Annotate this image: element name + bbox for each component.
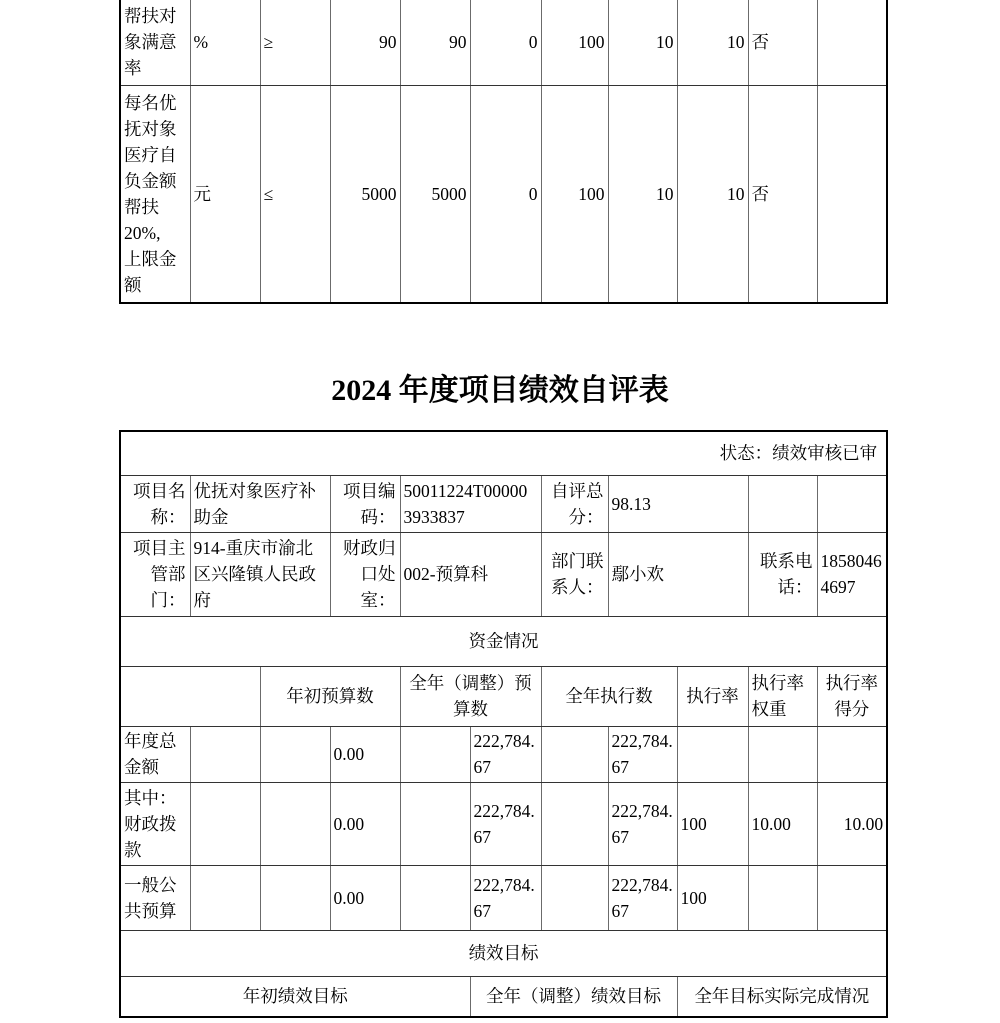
empty-cell (120, 666, 260, 726)
indicator-row (120, 85, 887, 303)
funds-weight-cell (748, 726, 817, 782)
funds-header-rate-score: 执行率 得分 (817, 666, 887, 726)
empty-cell (400, 782, 470, 865)
empty-cell (190, 865, 260, 930)
empty-cell (817, 475, 887, 532)
funds-initial-cell: 0.00 (330, 865, 400, 930)
funds-adjusted-cell: 222,784. 67 (470, 782, 541, 865)
funds-executed-cell: 222,784. 67 (608, 782, 677, 865)
phone-label: 联系电 话： (748, 532, 817, 616)
unit-cell: 元 (190, 85, 260, 303)
indicator-row (120, 0, 887, 85)
value-cell: 10 (677, 0, 748, 85)
goals-col-adjusted: 全年（调整）绩效目标 (470, 976, 677, 1017)
contact-value: 鄢小欢 (608, 532, 748, 616)
value-cell: 10 (608, 0, 677, 85)
value-cell: 100 (541, 85, 608, 303)
funds-rate-cell (677, 726, 748, 782)
funds-section-row (120, 616, 887, 666)
empty-cell (190, 726, 260, 782)
funds-rate-cell: 100 (677, 865, 748, 930)
flag-cell: 否 (748, 85, 817, 303)
funds-score-cell (817, 726, 887, 782)
goals-section-row (120, 930, 887, 976)
funds-section-header: 资金情况 (120, 616, 887, 666)
funds-adjusted-cell: 222,784. 67 (470, 865, 541, 930)
empty-cell (817, 85, 887, 303)
unit-cell: % (190, 0, 260, 85)
dept-value: 914-重庆市渝北 区兴隆镇人民政 府 (190, 532, 330, 616)
project-info-row (120, 475, 887, 532)
contact-label: 部门联 系人： (541, 532, 608, 616)
target-value-cell: 90 (330, 0, 400, 85)
empty-cell (541, 865, 608, 930)
funds-score-cell: 10.00 (817, 782, 887, 865)
funds-executed-cell: 222,784. 67 (608, 865, 677, 930)
funds-label-cell: 其中： 财政拨 款 (120, 782, 190, 865)
funds-row (120, 726, 887, 782)
funds-header-row (120, 666, 887, 726)
funds-header-initial-budget: 年初预算数 (260, 666, 400, 726)
project-name-value: 优抚对象医疗补 助金 (190, 475, 330, 532)
funds-header-rate-weight: 执行率 权重 (748, 666, 817, 726)
project-name-label: 项目名 称： (120, 475, 190, 532)
funds-weight-cell: 10.00 (748, 782, 817, 865)
funds-score-cell (817, 865, 887, 930)
funds-row (120, 865, 887, 930)
phone-value: 1858046 4697 (817, 532, 887, 616)
funds-initial-cell: 0.00 (330, 726, 400, 782)
funds-initial-cell: 0.00 (330, 782, 400, 865)
funds-header-adjusted-budget: 全年（调整）预 算数 (400, 666, 541, 726)
self-score-label: 自评总 分： (541, 475, 608, 532)
status-text: 状态：绩效审核已审 (120, 431, 887, 475)
empty-cell (190, 782, 260, 865)
goals-header-row (120, 976, 887, 1017)
goals-col-initial: 年初绩效目标 (120, 976, 470, 1017)
finance-office-value: 002-预算科 (400, 532, 541, 616)
project-code-label: 项目编 码： (330, 475, 400, 532)
indicator-table (119, 0, 888, 304)
empty-cell (260, 726, 330, 782)
indicator-label-cell: 每名优 抚对象 医疗自 负金额 帮扶 20%, 上限金 额 (120, 85, 190, 303)
funds-weight-cell (748, 865, 817, 930)
empty-cell (541, 782, 608, 865)
goals-col-actual: 全年目标实际完成情况 (677, 976, 887, 1017)
funds-label-cell: 一般公 共预算 (120, 865, 190, 930)
empty-cell (541, 726, 608, 782)
funds-rate-cell: 100 (677, 782, 748, 865)
empty-cell (817, 0, 887, 85)
value-cell: 5000 (400, 85, 470, 303)
value-cell: 100 (541, 0, 608, 85)
value-cell: 90 (400, 0, 470, 85)
empty-cell (400, 865, 470, 930)
funds-header-executed: 全年执行数 (541, 666, 677, 726)
dept-label: 项目主 管部 门： (120, 532, 190, 616)
funds-row (120, 782, 887, 865)
empty-cell (748, 475, 817, 532)
operator-cell: ≤ (260, 85, 330, 303)
empty-cell (400, 726, 470, 782)
finance-office-label: 财政归 口处 室： (330, 532, 400, 616)
operator-cell: ≥ (260, 0, 330, 85)
value-cell: 0 (470, 0, 541, 85)
value-cell: 10 (608, 85, 677, 303)
indicator-label-cell: 帮扶对 象满意 率 (120, 0, 190, 85)
goals-section-header: 绩效目标 (120, 930, 887, 976)
empty-cell (260, 865, 330, 930)
flag-cell: 否 (748, 0, 817, 85)
value-cell: 0 (470, 85, 541, 303)
funds-label-cell: 年度总 金额 (120, 726, 190, 782)
status-row (120, 431, 887, 475)
self-evaluation-table (119, 430, 888, 1018)
project-code-value: 50011224T00000 3933837 (400, 475, 541, 532)
empty-cell (260, 782, 330, 865)
self-score-value: 98.13 (608, 475, 748, 532)
target-value-cell: 5000 (330, 85, 400, 303)
funds-adjusted-cell: 222,784. 67 (470, 726, 541, 782)
funds-executed-cell: 222,784. 67 (608, 726, 677, 782)
funds-header-rate: 执行率 (677, 666, 748, 726)
value-cell: 10 (677, 85, 748, 303)
page-title: 2024 年度项目绩效自评表 (331, 374, 669, 407)
department-info-row (120, 532, 887, 616)
